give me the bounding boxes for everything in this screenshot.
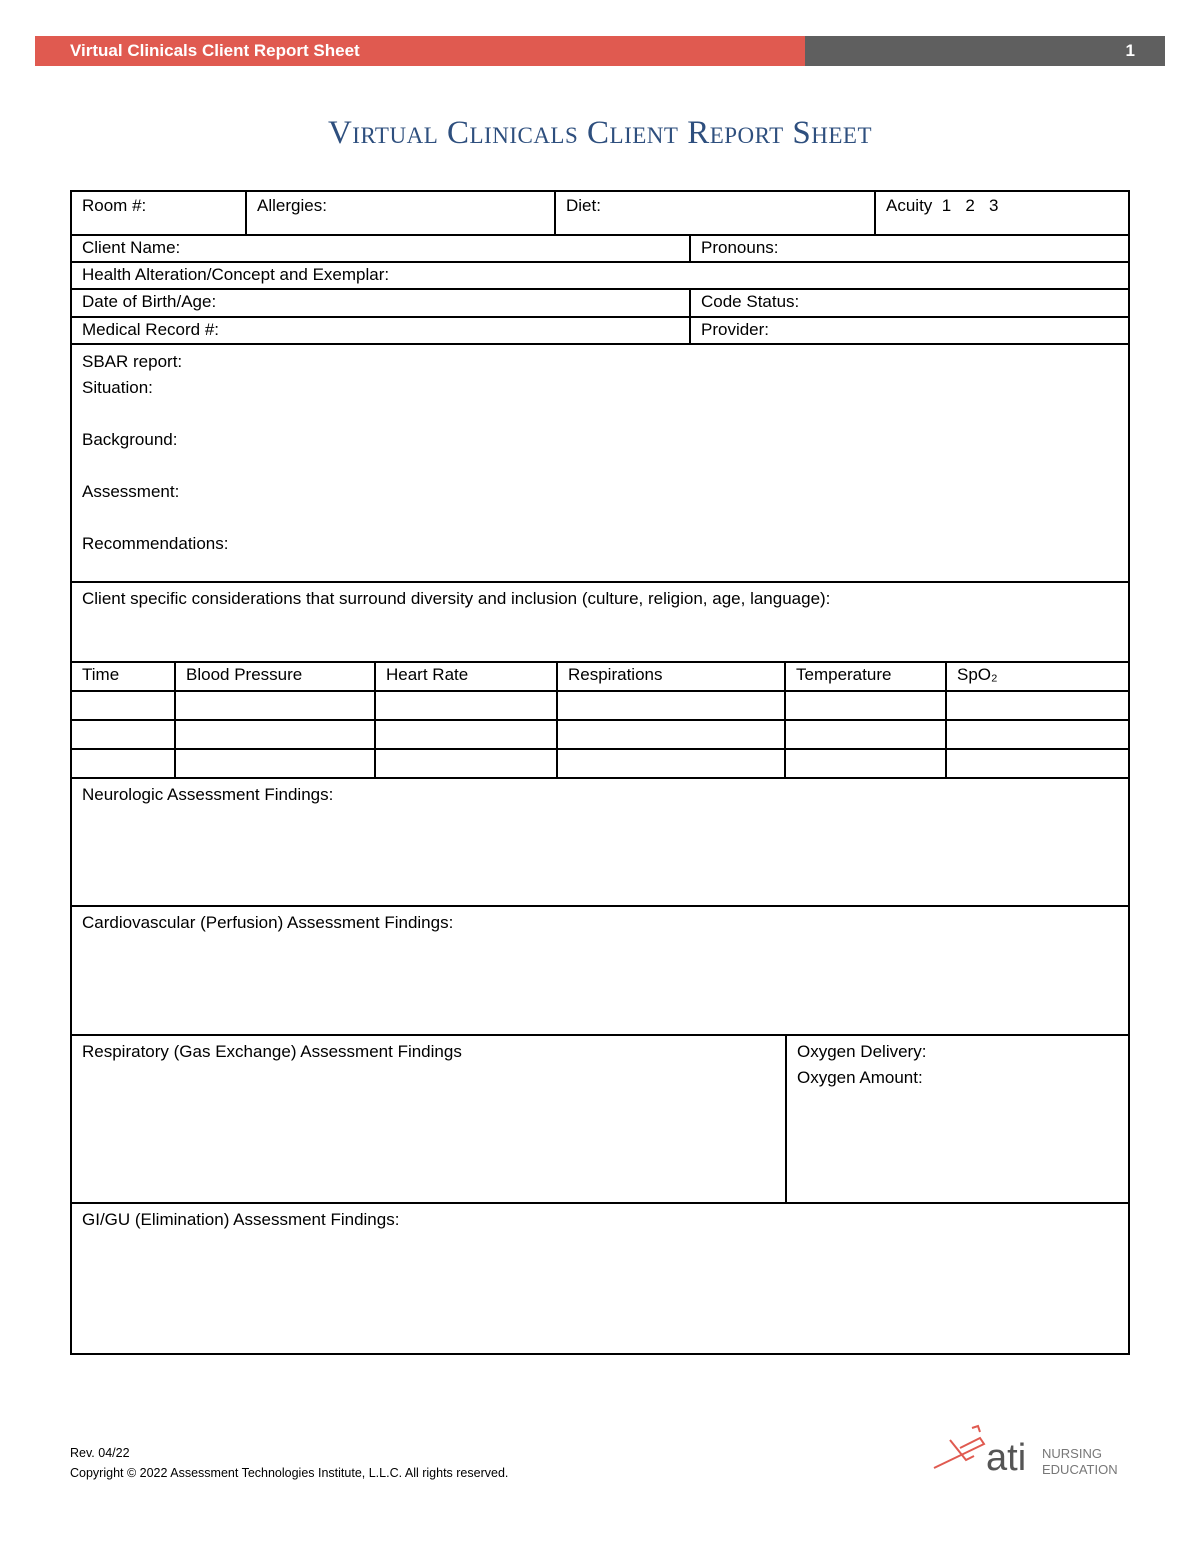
gigu-section[interactable]	[70, 1204, 1130, 1355]
health-alteration-field[interactable]: Health Alteration/Concept and Exemplar:	[82, 265, 390, 284]
vitals-row	[70, 692, 1130, 721]
vitals-cell[interactable]	[72, 750, 176, 777]
sbar-title: SBAR report:	[82, 352, 183, 371]
ati-logo	[930, 1420, 1130, 1482]
oxygen-delivery-label: Oxygen Delivery:	[797, 1042, 927, 1061]
copyright-text: Copyright © 2022 Assessment Technologies Institute, L.L.C. All rights reserved.	[70, 1466, 509, 1480]
neuro-label: Neurologic Assessment Findings:	[82, 785, 334, 804]
vitals-cell[interactable]	[376, 750, 558, 777]
neuro-section[interactable]	[70, 779, 1130, 907]
sbar-background: Background:	[82, 430, 178, 449]
page-header	[35, 36, 1165, 66]
sbar-assessment: Assessment:	[82, 482, 180, 501]
provider-field[interactable]: Provider:	[701, 320, 770, 339]
vitals-header-spo2: SpO₂	[957, 665, 998, 684]
room-field[interactable]: Room #:	[72, 192, 247, 234]
diet-field[interactable]: Diet:	[556, 192, 876, 234]
vitals-cell[interactable]	[176, 750, 376, 777]
vitals-cell[interactable]	[947, 721, 1128, 748]
vitals-header-bp: Blood Pressure	[176, 663, 376, 690]
ati-mark: ati	[986, 1437, 1027, 1479]
vitals-header-time: Time	[72, 663, 176, 690]
vitals-cell[interactable]	[786, 692, 947, 719]
row-room-allergies-diet-acuity	[70, 190, 1130, 236]
vitals-cell[interactable]	[72, 692, 176, 719]
logo-nursing: NURSING	[1042, 1446, 1102, 1461]
cardio-label: Cardiovascular (Perfusion) Assessment Findings:	[82, 913, 454, 932]
logo-education: EDUCATION	[1042, 1462, 1118, 1477]
sbar-section[interactable]	[70, 345, 1130, 583]
vitals-cell[interactable]	[558, 692, 786, 719]
vitals-header-row	[70, 663, 1130, 692]
page-number: 1	[805, 36, 1165, 66]
sbar-recommendations: Recommendations:	[82, 534, 229, 553]
vitals-header-temp: Temperature	[786, 663, 947, 690]
resp-section	[70, 1036, 1130, 1204]
code-status-field[interactable]: Code Status:	[701, 292, 800, 311]
row-client-name	[70, 236, 1130, 263]
vitals-cell[interactable]	[176, 721, 376, 748]
vitals-cell[interactable]	[786, 721, 947, 748]
vitals-cell[interactable]	[558, 750, 786, 777]
revision-text: Rev. 04/22	[70, 1446, 130, 1460]
cardio-section[interactable]	[70, 907, 1130, 1036]
vitals-cell[interactable]	[947, 692, 1128, 719]
vitals-header-hr: Heart Rate	[376, 663, 558, 690]
row-mrn	[70, 318, 1130, 345]
oxygen-amount-label: Oxygen Amount:	[797, 1068, 923, 1087]
diversity-label: Client specific considerations that surround diversity and inclusion (culture, religion, age, language):	[82, 589, 831, 608]
vitals-row	[70, 750, 1130, 779]
acuity-field[interactable]: Acuity 1 2 3	[886, 196, 999, 215]
sbar-situation: Situation:	[82, 378, 153, 397]
mrn-field[interactable]: Medical Record #:	[72, 318, 691, 343]
ati-swoosh-icon	[934, 1426, 984, 1468]
gigu-label: GI/GU (Elimination) Assessment Findings:	[82, 1210, 400, 1229]
pronouns-field[interactable]: Pronouns:	[701, 238, 779, 257]
diversity-section[interactable]	[70, 583, 1130, 663]
vitals-cell[interactable]	[376, 692, 558, 719]
oxygen-field[interactable]	[787, 1036, 1128, 1202]
vitals-cell[interactable]	[376, 721, 558, 748]
resp-findings-field[interactable]	[72, 1036, 787, 1202]
row-dob	[70, 290, 1130, 318]
footer	[70, 1443, 508, 1483]
client-name-field[interactable]: Client Name:	[72, 236, 691, 261]
row-health-alteration	[70, 263, 1130, 290]
vitals-row	[70, 721, 1130, 750]
report-form	[70, 190, 1130, 1355]
vitals-cell[interactable]	[558, 721, 786, 748]
vitals-cell[interactable]	[176, 692, 376, 719]
header-title: Virtual Clinicals Client Report Sheet	[35, 36, 805, 66]
vitals-cell[interactable]	[72, 721, 176, 748]
vitals-cell[interactable]	[947, 750, 1128, 777]
vitals-cell[interactable]	[786, 750, 947, 777]
vitals-table	[70, 663, 1130, 779]
vitals-header-resp: Respirations	[558, 663, 786, 690]
resp-findings-label: Respiratory (Gas Exchange) Assessment Findings	[82, 1042, 462, 1061]
allergies-field[interactable]: Allergies:	[247, 192, 556, 234]
document-title: Virtual Clinicals Client Report Sheet	[327, 115, 873, 151]
dob-field[interactable]: Date of Birth/Age:	[72, 290, 691, 316]
